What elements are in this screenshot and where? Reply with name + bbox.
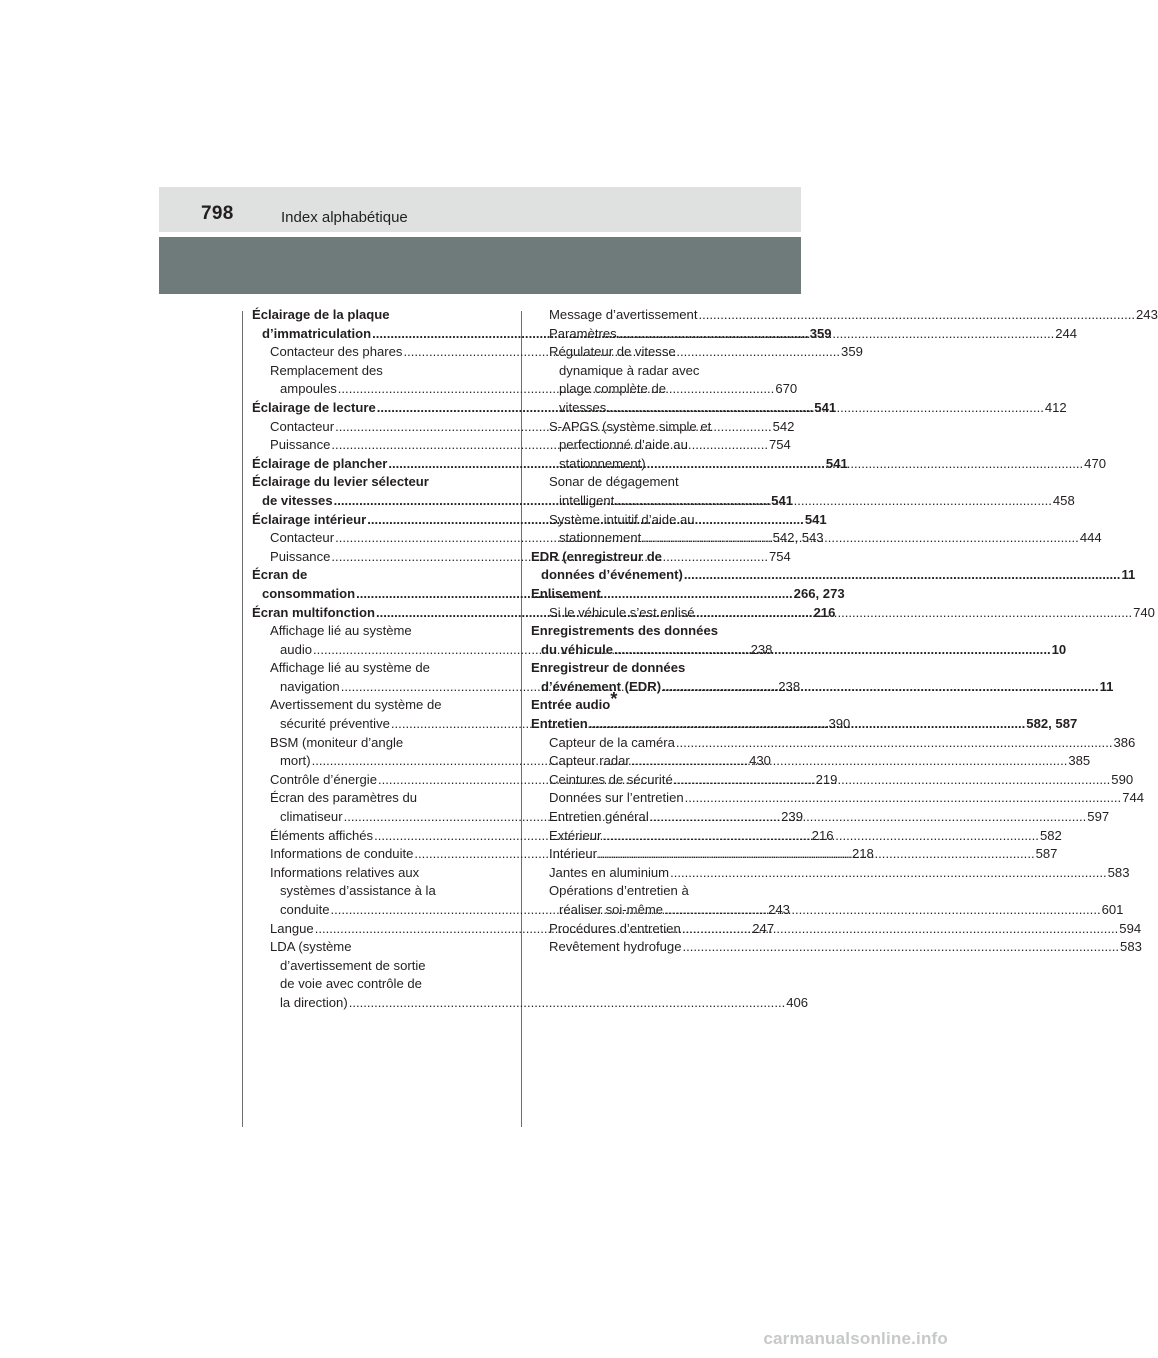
leader-dots bbox=[696, 605, 1133, 620]
index-subentry[interactable] bbox=[531, 938, 1142, 957]
entry-label: navigation bbox=[280, 678, 340, 694]
leader-dots bbox=[618, 326, 1055, 341]
entry-label: Enlisement bbox=[531, 585, 601, 601]
entry-label: Contacteur bbox=[270, 530, 335, 546]
entry-label: Informations relatives aux bbox=[270, 864, 420, 880]
entry-label: Puissance bbox=[270, 548, 331, 564]
entry-label: consommation bbox=[262, 585, 356, 601]
page-reference[interactable]: 218 bbox=[851, 846, 874, 862]
leader-dots bbox=[670, 865, 1107, 880]
entry-label: Régulateur de vitesse bbox=[549, 344, 676, 360]
entry-label: Éclairage de plancher bbox=[252, 455, 388, 471]
entry-label: climatiseur bbox=[280, 809, 343, 825]
page-reference[interactable]: 219 bbox=[815, 771, 838, 787]
leader-dots bbox=[642, 530, 1079, 545]
entry-label: données d’événement) bbox=[541, 567, 683, 583]
entry-label: Paramètres bbox=[549, 325, 617, 341]
entry-label: Capteur de la caméra bbox=[549, 734, 675, 750]
page-reference[interactable]: 10 bbox=[1051, 641, 1067, 657]
entry-label: Si le véhicule s’est enlisé bbox=[549, 604, 695, 620]
page-reference[interactable]: 582, 587 bbox=[1026, 716, 1078, 732]
entry-label: Éclairage de la plaque bbox=[252, 307, 390, 322]
page-reference[interactable]: 542 bbox=[772, 418, 795, 434]
entry-label: Procédures d’entretien bbox=[549, 920, 681, 936]
entry-label: de voie avec contrôle de bbox=[280, 976, 422, 992]
entry-label: d’avertissement de sortie bbox=[280, 957, 426, 973]
index-entry[interactable] bbox=[531, 689, 750, 715]
entry-label: Capteur radar bbox=[549, 753, 630, 769]
page-reference[interactable]: 390 bbox=[828, 716, 851, 732]
page-reference[interactable]: 744 bbox=[1122, 790, 1145, 806]
entry-label: d’immatriculation bbox=[262, 325, 372, 341]
entry-label: Éclairage intérieur bbox=[252, 511, 367, 527]
header-band bbox=[159, 187, 801, 232]
entry-label: Puissance bbox=[270, 437, 331, 453]
entry-label: Ceintures de sécurité bbox=[549, 771, 673, 787]
entry-label: mort) bbox=[280, 753, 311, 769]
page-reference[interactable]: 541 bbox=[804, 511, 827, 527]
entry-label: Revêtement hydrofuge bbox=[549, 939, 682, 955]
leader-dots bbox=[650, 809, 1087, 824]
page-reference[interactable]: 542, 543 bbox=[772, 530, 824, 546]
page-reference[interactable]: 597 bbox=[1087, 809, 1110, 825]
entry-label: dynamique à radar avec bbox=[559, 362, 700, 378]
page-reference[interactable]: 601 bbox=[1101, 902, 1124, 917]
index-subentry[interactable] bbox=[531, 789, 1145, 808]
page-reference[interactable]: 458 bbox=[1052, 492, 1075, 508]
entry-label: d’événement (EDR) bbox=[541, 678, 662, 694]
page-reference[interactable]: 430 bbox=[749, 753, 771, 769]
entry-label: Enregistreur de données bbox=[531, 660, 686, 676]
page-reference[interactable]: 216 bbox=[813, 604, 836, 620]
entry-label: LDA (système bbox=[270, 939, 352, 955]
page-reference[interactable]: 359 bbox=[841, 344, 863, 360]
watermark: carmanualsonline.info bbox=[763, 1329, 948, 1348]
entry-label: Remplacement des bbox=[270, 362, 383, 378]
entry-label: réaliser soi-même bbox=[559, 902, 664, 917]
leader-dots bbox=[698, 307, 1135, 322]
entry-label: Contacteur des phares bbox=[270, 344, 403, 360]
page-reference[interactable]: 590 bbox=[1111, 771, 1134, 787]
page-reference[interactable]: 582 bbox=[1039, 827, 1062, 843]
page-reference[interactable]: 670 bbox=[775, 381, 798, 397]
page-reference[interactable]: 386 bbox=[1113, 734, 1136, 750]
page-reference[interactable]: 238 bbox=[778, 678, 801, 694]
page-reference[interactable]: 11 bbox=[1121, 567, 1136, 583]
page-reference[interactable]: 247 bbox=[752, 920, 775, 936]
entry-label: Données sur l’entretien bbox=[549, 790, 684, 806]
page-reference[interactable]: 11 bbox=[1099, 678, 1114, 694]
entry-label: Avertissement du système de bbox=[270, 697, 442, 713]
page-reference[interactable]: 583 bbox=[1107, 864, 1130, 880]
column-divider-left bbox=[242, 311, 243, 1127]
page-reference[interactable]: 594 bbox=[1119, 920, 1142, 936]
entry-label: Affichage lié au système bbox=[270, 623, 412, 639]
entry-label: Contrôle d’énergie bbox=[270, 771, 378, 787]
leader-dots bbox=[662, 679, 1099, 694]
leader-dots bbox=[631, 753, 1068, 768]
leader-dots bbox=[598, 846, 1035, 861]
page-reference[interactable]: 216 bbox=[811, 827, 834, 843]
index-subentry[interactable] bbox=[531, 306, 1158, 325]
entry-label: Sonar de dégagement bbox=[549, 474, 679, 490]
entry-label: systèmes d’assistance à la bbox=[280, 883, 436, 899]
page-reference[interactable]: 266, 273 bbox=[793, 585, 845, 601]
entry-label: S-APGS (système simple et bbox=[549, 418, 712, 434]
entry-label: Intérieur bbox=[549, 846, 598, 862]
entry-label: Entrée audio* bbox=[531, 689, 618, 713]
entry-label: Informations de conduite bbox=[270, 846, 414, 862]
page-reference[interactable]: 385 bbox=[1068, 753, 1091, 769]
entry-label: de vitesses bbox=[262, 492, 333, 508]
entry-label: Écran multifonction bbox=[252, 604, 375, 620]
leader-dots bbox=[676, 735, 1113, 750]
entry-label: la direction) bbox=[280, 994, 348, 1010]
header-gray-band bbox=[159, 237, 801, 294]
entry-label: perfectionné d’aide au bbox=[559, 437, 688, 453]
entry-label: conduite bbox=[280, 902, 330, 917]
entry-label: Entretien général bbox=[549, 809, 649, 825]
entry-label: intelligent bbox=[559, 492, 615, 508]
leader-dots bbox=[684, 567, 1121, 582]
entry-label: vitesses bbox=[559, 399, 607, 415]
leader-dots bbox=[589, 716, 1026, 731]
entry-label: Affichage lié au système de bbox=[270, 660, 430, 676]
page-reference[interactable]: 243 bbox=[768, 902, 790, 917]
page-reference[interactable]: 754 bbox=[768, 548, 791, 564]
entry-label: Système intuitif d’aide au bbox=[549, 511, 695, 527]
entry-label: Enregistrements des données bbox=[531, 623, 719, 639]
footnote-star: * bbox=[610, 689, 618, 710]
entry-label: Message d’avertissement bbox=[549, 307, 698, 322]
leader-dots bbox=[615, 493, 1052, 508]
entry-label: Éléments affichés bbox=[270, 827, 374, 843]
page-reference[interactable]: 444 bbox=[1079, 530, 1102, 546]
leader-dots bbox=[674, 772, 1111, 787]
page-reference[interactable]: 359 bbox=[809, 325, 832, 341]
page-reference[interactable]: 541 bbox=[771, 492, 794, 508]
leader-dots bbox=[607, 400, 1044, 415]
entry-label: EDR (enregistreur de bbox=[531, 548, 662, 564]
page-reference[interactable]: 412 bbox=[1044, 399, 1067, 415]
leader-dots bbox=[664, 902, 1101, 917]
page-reference[interactable]: 243 bbox=[1136, 307, 1158, 322]
page-reference[interactable]: 470 bbox=[1084, 455, 1107, 471]
leader-dots bbox=[685, 790, 1122, 805]
page-reference[interactable]: 406 bbox=[786, 994, 809, 1010]
page-reference[interactable]: 740 bbox=[1133, 604, 1155, 620]
entry-label: ampoules bbox=[280, 381, 337, 397]
entry-label: Écran des paramètres du bbox=[270, 790, 418, 806]
entry-label: Entretien bbox=[531, 716, 588, 732]
entry-label: audio bbox=[280, 641, 313, 657]
page-reference[interactable]: 541 bbox=[825, 455, 848, 471]
entry-label: Jantes en aluminium bbox=[549, 864, 670, 880]
leader-dots bbox=[682, 921, 1119, 936]
entry-label: Éclairage du levier sélecteur bbox=[252, 474, 429, 490]
page-reference[interactable]: 754 bbox=[768, 437, 791, 453]
leader-dots bbox=[349, 995, 786, 1010]
index-entry[interactable] bbox=[531, 585, 750, 604]
leader-dots bbox=[602, 828, 1039, 843]
entry-label: stationnement) bbox=[559, 455, 646, 471]
entry-label: Éclairage de lecture bbox=[252, 399, 376, 415]
leader-dots bbox=[614, 642, 1051, 657]
entry-label: stationnement bbox=[559, 530, 642, 546]
index-subentry[interactable] bbox=[531, 864, 1130, 883]
entry-label: Opérations d’entretien à bbox=[549, 883, 689, 899]
leader-dots bbox=[647, 456, 1084, 471]
entry-label: Langue bbox=[270, 920, 314, 936]
page-reference[interactable]: 244 bbox=[1055, 325, 1078, 341]
page-reference[interactable]: 541 bbox=[814, 399, 837, 415]
page-reference[interactable]: 587 bbox=[1035, 846, 1058, 862]
leader-dots bbox=[682, 939, 1119, 954]
page-reference[interactable]: 238 bbox=[750, 641, 773, 657]
page-reference[interactable]: 239 bbox=[781, 809, 803, 825]
page-reference[interactable]: 583 bbox=[1120, 939, 1142, 955]
entry-label: sécurité préventive bbox=[280, 716, 390, 732]
entry-label: plage complète de bbox=[559, 381, 667, 397]
section-title: Index alphabétique bbox=[281, 209, 408, 226]
entry-label: du véhicule bbox=[541, 641, 614, 657]
entry-label: Contacteur bbox=[270, 418, 335, 434]
entry-label: BSM (moniteur d’angle bbox=[270, 734, 404, 750]
entry-label: Écran de bbox=[252, 567, 308, 583]
page-number: 798 bbox=[201, 203, 234, 224]
index-subentry[interactable] bbox=[531, 734, 1136, 753]
entry-label: Extérieur bbox=[549, 827, 602, 843]
